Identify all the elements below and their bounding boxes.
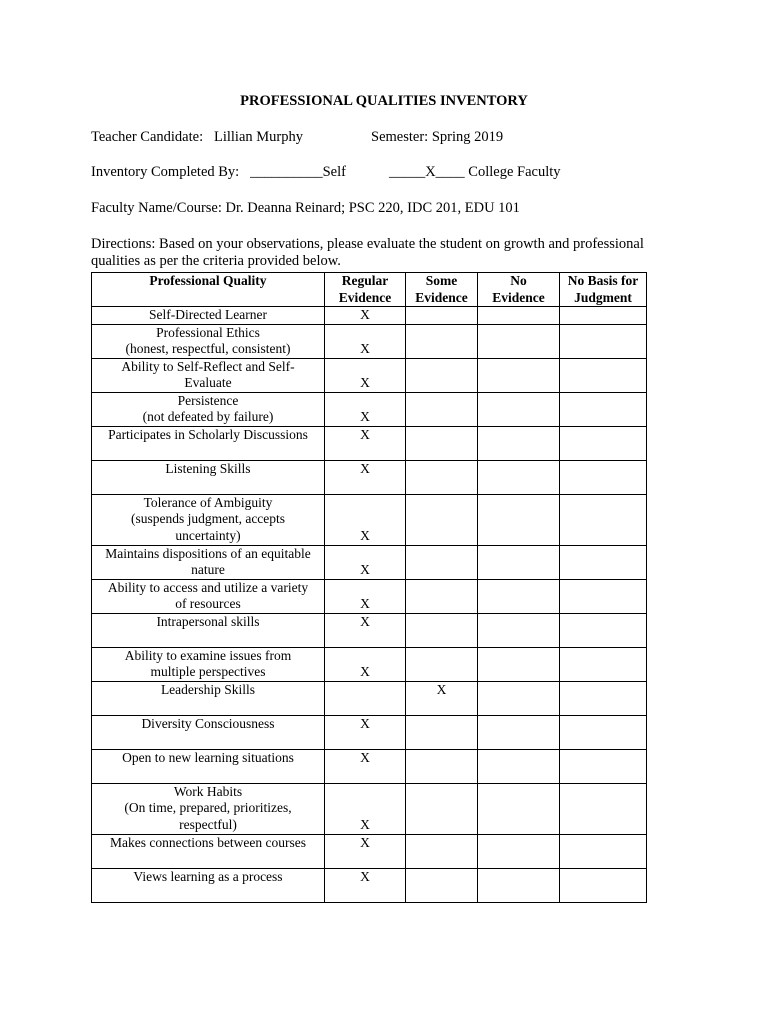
- rating-cell[interactable]: [406, 613, 478, 647]
- table-row: [92, 324, 647, 358]
- rating-cell[interactable]: [478, 307, 560, 325]
- self-option: __________Self: [250, 164, 346, 180]
- completed-by-label: Inventory Completed By:: [91, 164, 240, 180]
- rating-cell[interactable]: [560, 613, 647, 647]
- rating-cell[interactable]: [406, 783, 478, 834]
- rating-cell[interactable]: [560, 545, 647, 579]
- rating-cell[interactable]: X: [325, 358, 406, 392]
- rating-cell[interactable]: [478, 715, 560, 749]
- rating-cell[interactable]: [560, 426, 647, 460]
- faculty-line: [91, 200, 520, 217]
- quality-cell: Work Habits (On time, prepared, prioritizes, respectful): [92, 783, 325, 834]
- rating-cell[interactable]: X: [325, 392, 406, 426]
- rating-cell[interactable]: [560, 647, 647, 681]
- rating-cell[interactable]: [478, 358, 560, 392]
- table-row: [92, 392, 647, 426]
- rating-cell[interactable]: [560, 494, 647, 545]
- rating-cell[interactable]: X: [406, 681, 478, 715]
- rating-cell[interactable]: X: [325, 613, 406, 647]
- completed-by-line: [91, 164, 561, 181]
- quality-cell: Ability to access and utilize a variety of resources: [92, 579, 325, 613]
- table-row: [92, 783, 647, 834]
- rating-cell[interactable]: [406, 749, 478, 783]
- rating-cell[interactable]: [478, 579, 560, 613]
- rating-cell[interactable]: [406, 494, 478, 545]
- rating-cell[interactable]: [478, 426, 560, 460]
- table-row: [92, 749, 647, 783]
- quality-cell: Ability to examine issues from multiple perspectives: [92, 647, 325, 681]
- rating-cell[interactable]: [406, 868, 478, 902]
- qualities-table: [91, 272, 647, 903]
- rating-cell[interactable]: [406, 307, 478, 325]
- rating-cell[interactable]: [406, 579, 478, 613]
- document-title: PROFESSIONAL QUALITIES INVENTORY: [240, 93, 528, 109]
- rating-cell[interactable]: X: [325, 307, 406, 325]
- rating-cell[interactable]: [478, 681, 560, 715]
- rating-cell[interactable]: [478, 392, 560, 426]
- rating-cell[interactable]: [478, 494, 560, 545]
- rating-cell[interactable]: [560, 749, 647, 783]
- rating-cell[interactable]: [406, 460, 478, 494]
- rating-cell[interactable]: X: [325, 647, 406, 681]
- table-row: [92, 358, 647, 392]
- quality-cell: Ability to Self-Reflect and Self- Evaluate: [92, 358, 325, 392]
- table-row: [92, 579, 647, 613]
- rating-cell[interactable]: X: [325, 834, 406, 868]
- table-row: [92, 834, 647, 868]
- quality-cell: Leadership Skills: [92, 681, 325, 715]
- header-regular: Regular Evidence: [325, 273, 406, 307]
- rating-cell[interactable]: [478, 749, 560, 783]
- quality-cell: Makes connections between courses: [92, 834, 325, 868]
- rating-cell[interactable]: [478, 647, 560, 681]
- rating-cell[interactable]: X: [325, 579, 406, 613]
- rating-cell[interactable]: [325, 681, 406, 715]
- candidate-line: [91, 129, 303, 146]
- quality-cell: Professional Ethics (honest, respectful, consistent): [92, 324, 325, 358]
- header-some: Some Evidence: [406, 273, 478, 307]
- rating-cell[interactable]: X: [325, 426, 406, 460]
- rating-cell[interactable]: [560, 392, 647, 426]
- table-row: [92, 426, 647, 460]
- faculty-label: Faculty Name/Course:: [91, 200, 222, 216]
- table-row: [92, 307, 647, 325]
- rating-cell[interactable]: [406, 426, 478, 460]
- rating-cell[interactable]: [560, 783, 647, 834]
- rating-cell[interactable]: [560, 358, 647, 392]
- rating-cell[interactable]: [406, 647, 478, 681]
- faculty-value: Dr. Deanna Reinard; PSC 220, IDC 201, EDU 101: [225, 200, 520, 216]
- rating-cell[interactable]: X: [325, 545, 406, 579]
- table-row: [92, 460, 647, 494]
- quality-cell: Persistence (not defeated by failure): [92, 392, 325, 426]
- header-none: No Evidence: [478, 273, 560, 307]
- quality-cell: Self-Directed Learner: [92, 307, 325, 325]
- rating-cell[interactable]: [560, 579, 647, 613]
- quality-cell: Open to new learning situations: [92, 749, 325, 783]
- table-row: [92, 647, 647, 681]
- rating-cell[interactable]: [406, 392, 478, 426]
- rating-cell[interactable]: [406, 834, 478, 868]
- quality-cell: Tolerance of Ambiguity (suspends judgment, accepts uncertainty): [92, 494, 325, 545]
- rating-cell[interactable]: [560, 324, 647, 358]
- candidate-label: Teacher Candidate:: [91, 129, 204, 145]
- rating-cell[interactable]: [560, 715, 647, 749]
- semester-line: [371, 129, 503, 146]
- table-row: [92, 545, 647, 579]
- table-header-row: [92, 273, 647, 307]
- rating-cell[interactable]: [478, 324, 560, 358]
- rating-cell[interactable]: [560, 681, 647, 715]
- table-row: [92, 613, 647, 647]
- rating-cell[interactable]: [478, 545, 560, 579]
- rating-cell[interactable]: [478, 868, 560, 902]
- rating-cell[interactable]: [478, 834, 560, 868]
- quality-cell: Intrapersonal skills: [92, 613, 325, 647]
- header-quality: Professional Quality: [92, 273, 325, 307]
- rating-cell[interactable]: X: [325, 460, 406, 494]
- semester-label: Semester:: [371, 129, 429, 145]
- rating-cell[interactable]: [560, 460, 647, 494]
- rating-cell[interactable]: [406, 715, 478, 749]
- table-row: [92, 681, 647, 715]
- rating-cell[interactable]: [560, 834, 647, 868]
- candidate-name: Lillian Murphy: [213, 129, 303, 145]
- rating-cell[interactable]: X: [325, 324, 406, 358]
- rating-cell[interactable]: X: [325, 783, 406, 834]
- quality-cell: Listening Skills: [92, 460, 325, 494]
- rating-cell[interactable]: X: [325, 715, 406, 749]
- rating-cell[interactable]: [406, 324, 478, 358]
- directions-text: Directions: Based on your observations, please evaluate the student on growth and professional qualities as per the criteria provided below.: [91, 236, 644, 269]
- quality-cell: Maintains dispositions of an equitable nature: [92, 545, 325, 579]
- table-row: [92, 868, 647, 902]
- quality-cell: Participates in Scholarly Discussions: [92, 426, 325, 460]
- table-row: [92, 494, 647, 545]
- rating-cell[interactable]: [406, 545, 478, 579]
- header-no-basis: No Basis for Judgment: [560, 273, 647, 307]
- rating-cell[interactable]: [478, 460, 560, 494]
- rating-cell[interactable]: [560, 868, 647, 902]
- rating-cell[interactable]: X: [325, 868, 406, 902]
- quality-cell: Diversity Consciousness: [92, 715, 325, 749]
- table-row: [92, 715, 647, 749]
- faculty-option: _____X____ College Faculty: [388, 164, 561, 180]
- rating-cell[interactable]: X: [325, 749, 406, 783]
- rating-cell[interactable]: [478, 783, 560, 834]
- rating-cell[interactable]: X: [325, 494, 406, 545]
- quality-cell: Views learning as a process: [92, 868, 325, 902]
- rating-cell[interactable]: [478, 613, 560, 647]
- rating-cell[interactable]: [406, 358, 478, 392]
- rating-cell[interactable]: [560, 307, 647, 325]
- semester-value: Spring 2019: [431, 129, 504, 145]
